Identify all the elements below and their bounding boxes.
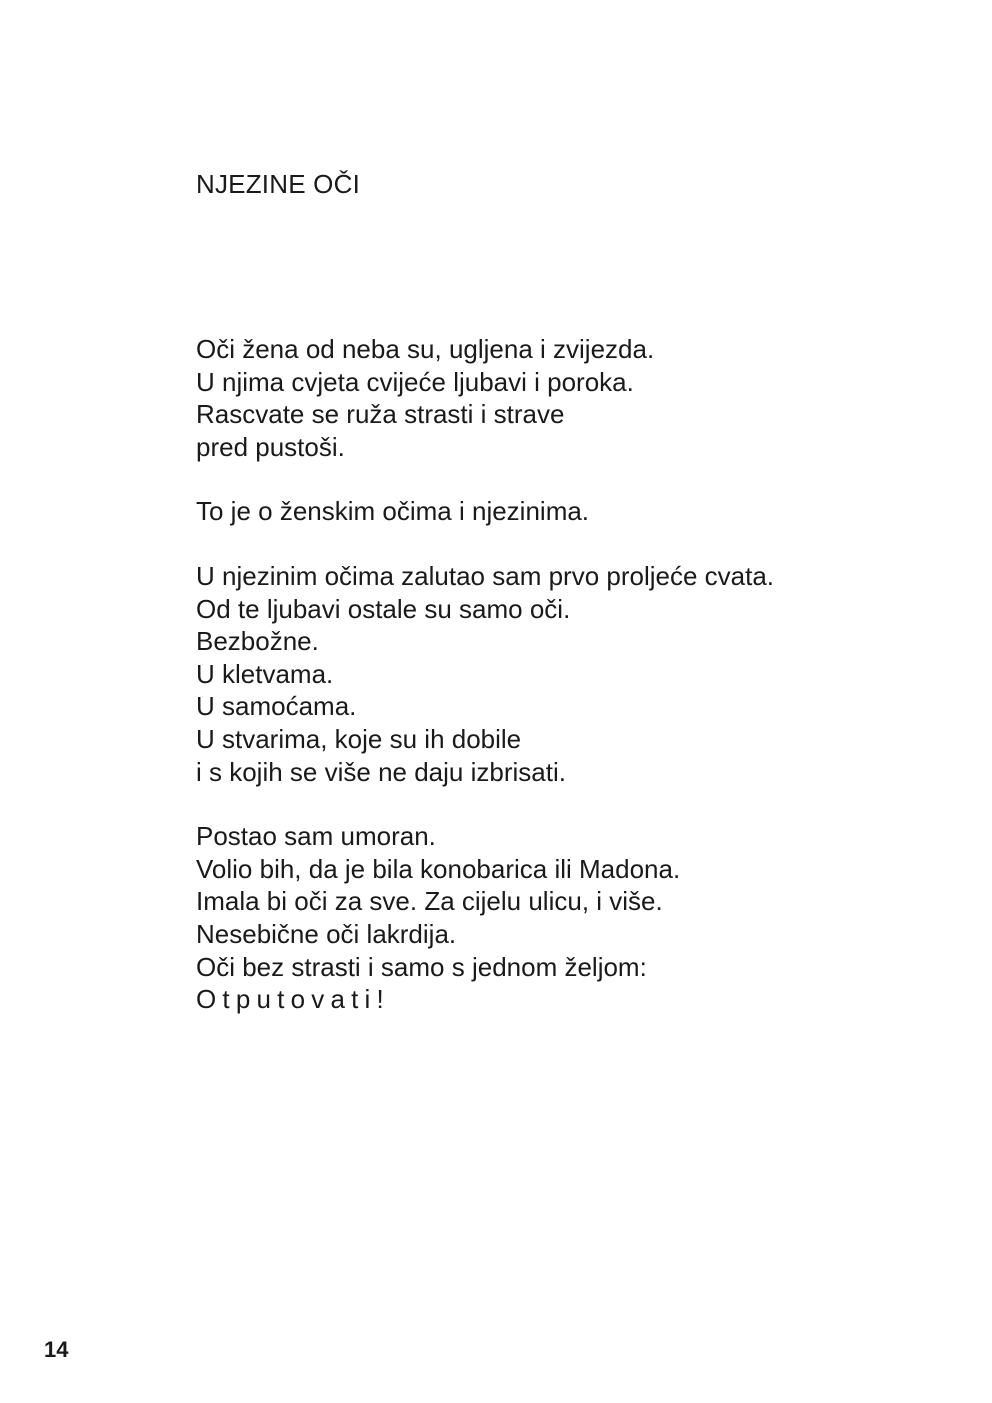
poem-line: Nesebične oči lakrdija.: [196, 918, 457, 949]
stanza-3: [196, 560, 916, 788]
poem-body: [196, 333, 916, 1016]
poem-line: i s kojih se više ne daju izbrisati.: [196, 756, 566, 787]
page-number: 14: [44, 1337, 69, 1362]
poem-line: Imala bi oči za sve. Za cijelu ulicu, i više.: [196, 886, 663, 917]
poem-line: U njima cvjeta cvijeće ljubavi i poroka.: [196, 366, 634, 397]
stanza-1: [196, 333, 916, 463]
poem-line: Volio bih, da je bila konobarica ili Madona.: [196, 853, 681, 884]
stanza-2: [196, 495, 916, 528]
poem-line: Bezbožne.: [196, 626, 319, 657]
poem-line: Od te ljubavi ostale su samo oči.: [196, 593, 571, 624]
poem-line: U njezinim očima zalutao sam prvo proljeće cvata.: [196, 560, 775, 591]
stanza-4: [196, 820, 916, 1016]
poem-line: Postao sam umoran.: [196, 821, 436, 852]
poem-line: U samoćama.: [196, 691, 357, 722]
poem-line: Oči bez strasti i samo s jednom željom:: [196, 951, 647, 982]
poem-line: U stvarima, koje su ih dobile: [196, 723, 522, 754]
poem-line: pred pustoši.: [196, 431, 345, 462]
poem-title: NJEZINE OČI: [196, 169, 360, 199]
poem-line: Rascvate se ruža strasti i strave: [196, 399, 565, 430]
poem-line: To je o ženskim očima i njezinima.: [196, 496, 590, 527]
poem-line: U kletvama.: [196, 658, 334, 689]
poem-line-final: Otputovati!: [196, 984, 390, 1015]
poem-line: Oči žena od neba su, ugljena i zvijezda.: [196, 334, 655, 364]
